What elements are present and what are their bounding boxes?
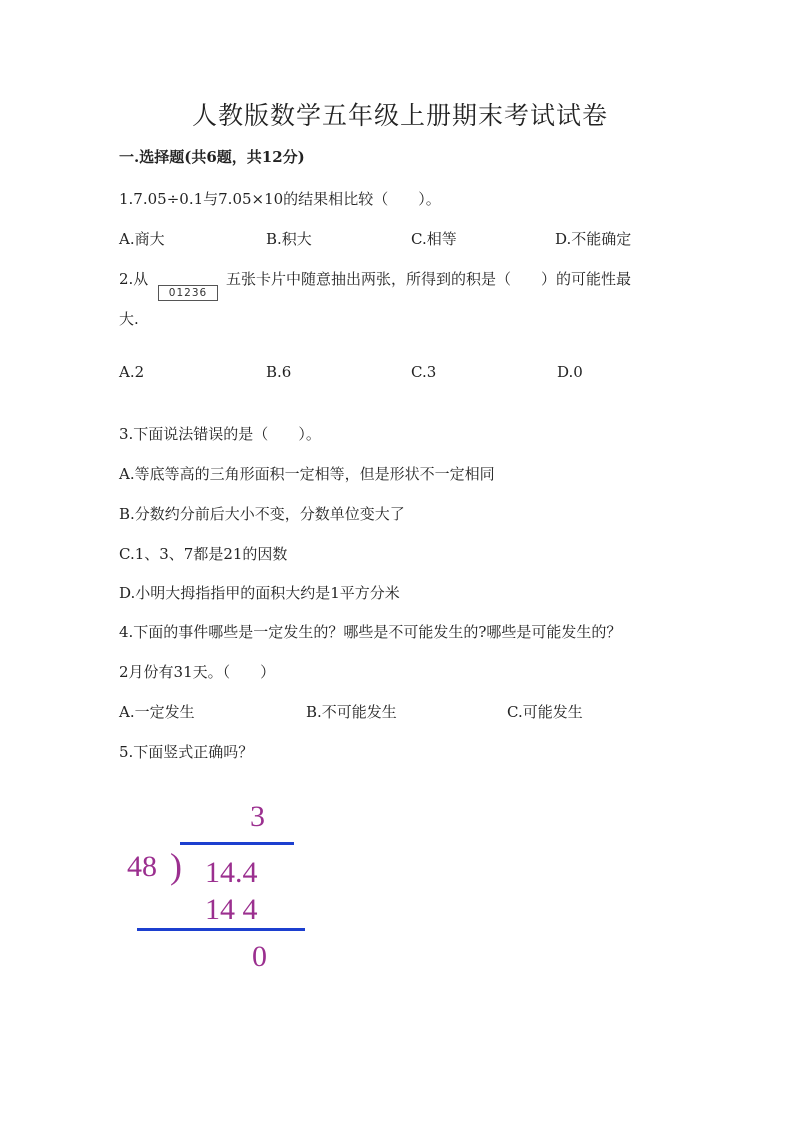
question-4-option-c: C.可能发生 [507,703,583,721]
question-3-option-d: D.小明大拇指指甲的面积大约是1平方分米 [119,584,400,602]
question-2-text-suffix: 五张卡片中随意抽出两张，所得到的积是（ ）的可能性最 [226,270,632,288]
question-4-text: 4.下面的事件哪些是一定发生的？哪些是不可能发生的?哪些是可能发生的？ [119,623,622,641]
division-remainder: 0 [252,940,267,973]
question-3-option-a: A.等底等高的三角形面积一定相等，但是形状不一定相同 [119,465,495,483]
question-1-option-d: D.不能确定 [555,230,632,248]
question-5-text: 5.下面竖式正确吗？ [119,743,254,761]
page-title: 人教版数学五年级上册期末考试试卷 [191,101,608,130]
question-2-text-cont: 大. [119,310,139,328]
division-divisor: 48 [127,850,157,883]
division-subtract-line [137,928,305,931]
section-heading: 一.选择题(共6题，共12分) [119,148,305,166]
question-2-text-prefix: 2.从 [119,270,149,288]
division-top-line [180,842,294,845]
division-dividend: 14.4 [205,856,258,889]
question-2-option-d: D.0 [557,363,583,381]
question-2-option-c: C.3 [411,363,437,381]
question-1-option-c: C.相等 [411,230,457,248]
question-3-option-c: C.1、3、7都是21的因数 [119,545,288,563]
question-4-text-cont: 2月份有31天。（ ） [119,663,276,681]
question-3-text: 3.下面说法错误的是（ ）。 [119,425,321,443]
question-1-option-a: A.商大 [119,230,165,248]
question-1-option-b: B.积大 [266,230,312,248]
number-cards: 01236 [158,285,218,301]
question-3-option-b: B.分数约分前后大小不变，分数单位变大了 [119,505,405,523]
question-1-text: 1.7.05÷0.1与7.05×10的结果相比较（ ）。 [119,190,441,208]
division-quotient: 3 [250,800,265,833]
question-4-option-b: B.不可能发生 [306,703,397,721]
question-2-option-b: B.6 [266,363,292,381]
division-bracket: ) [170,846,182,886]
division-product: 14 4 [205,893,258,926]
question-2-option-a: A.2 [119,363,145,381]
question-4-option-a: A.一定发生 [119,703,195,721]
